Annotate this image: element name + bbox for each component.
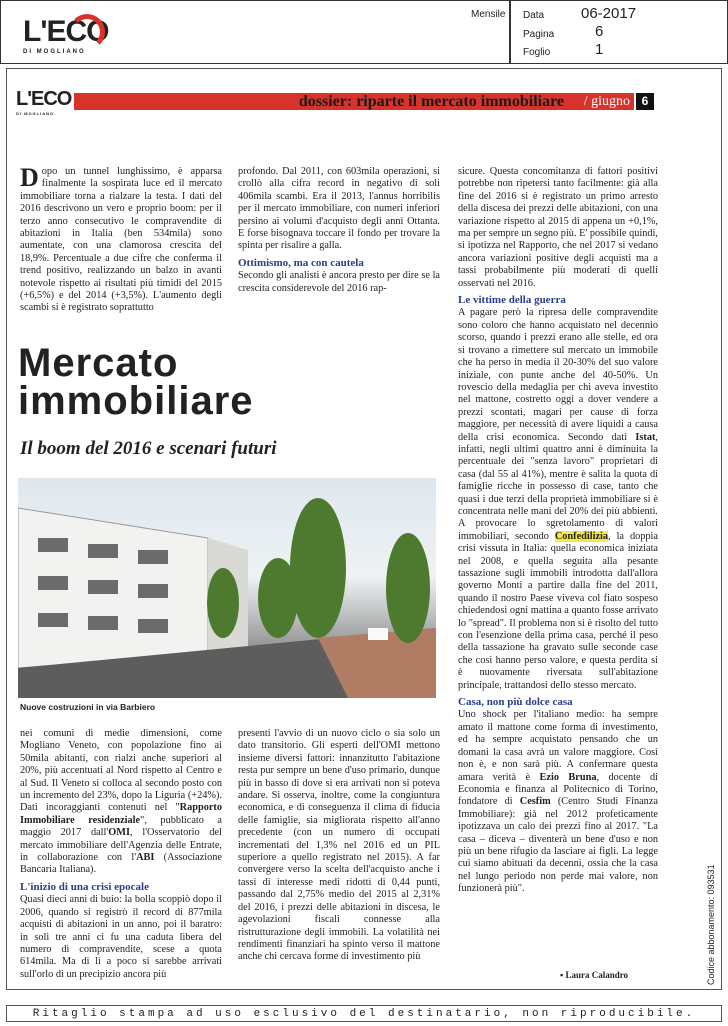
column-1-top (20, 163, 222, 315)
header-logo-subtitle: DI MOGLIANO (23, 49, 86, 55)
photo-caption: Nuove costruzioni in via Barbiero (20, 702, 156, 712)
col3-paragraph-1: sicure. Questa concomitanza di fattori positivi potrebbe non ripetersi tanto facilmente: già alla fine del 2016 si è registrato un primo arresto della discesa dei prezzi delle abitazioni, con una variazione rispetto al 2015 di appena un +0,1%, ma per sempre un segno più. E' possibile quindi, si ipotizza nel Rapporto, che nel 2017 si vedano ancora variazioni positive degli acquisti ma a tassi probabilmente più moderati di quelli osservati nel 2016. (458, 166, 658, 289)
clipping-meta-box (510, 0, 728, 64)
col3-paragraph-3: Uno shock per l'italiano medio: ha sempre amato il mattone come forma di investimento, ed ha sempre acquistato pensando che un domani la casa avrà un valore maggiore. Così non è, e non sarà più. A confermare questa amara verità è Ezio Bruna, docente di Economia e finanza al Politecnico di Torino, fondatore di Cesfim (Centro Studi Finanza Immobiliare): già nel 2012 profeticamente ipotizzava un calo dei prezzi fino al 2017. "La casa – diceva – diventerà un bene d'uso e non più un bene rifugio da lasciare ai figli. La legge cui siamo abituati da decenni, ossia che la casa nel lungo periodo non perde mai valore, non funzionerà più". (458, 709, 658, 895)
banner-page-number: 6 (636, 93, 654, 110)
col3-paragraph-2: A pagare però la ripresa delle compravendite sono coloro che hanno acquistato nel decennio scorso, quando i prezzi erano alle stelle, ed ora si trovano a rimettere sul mercato un immobile che ha perso in media il 20-30% del suo valore iniziale, con punte anche del 40-50%. Un rovescio della medaglia per chi aveva investito nel mattone, costretto oggi a dover vendere a prezzi scontati, magari per cause di forza maggiore, per necessità di avere liquidi a causa della crisi economica. Secondo dati Istat, infatti, negli ultimi quattro anni è diminuita la percentuale dei "senza lavoro" proprietari di casa (dal 55 al 41%), mentre è salita la quota di famiglie ricche in possesso di case, tanto che quasi i due terzi della proprietà immobiliare si è concentrata nelle mani del 20% dei più abbienti. A provocare lo sgretolamento di valori immobiliari, secondo Confedilizia, la doppia crisi vissuta in Italia: quella economica iniziata nel 2008, e quella seguita alla pesante tassazione sugli immobili introdotta dall'allora governo Monti a partire dalla fine del 2011, quando il nostro Paese viveva col fiato sospeso chiedendosi ogni mattina a quanto fosse arrivato lo "spread". Il problema non si è risolto del tutto con l'esenzione della prima casa, perché il peso della tassazione ha gravato sulle seconde case che così hanno perso valore, e questa perdita si è nuovamente riversata sull'abitazione principale, trattandosi dello stesso mercato. (458, 307, 658, 691)
banner-logo: L'ECO DI MOGLIANO (16, 88, 72, 116)
col2-top-paragraph-2: Secondo gli analisti è ancora presto per dire se la crescita considerevole del 2016 rap- (238, 270, 440, 294)
column-3 (458, 166, 658, 896)
drop-cap: D (20, 163, 39, 192)
col1-bottom-paragraph-2: Quasi dieci anni di buio: la bolla scoppiò dopo il 2006, quando si registrò il record di 877mila acquisti di abitazioni in un anno, poi il baratro: in soli tre anni ci fu una caduta libera del numero di compravendite, scese a quota 614mila. Ma di lì a poco si sarebbe arrivati sull'orlo di un precipizio ancora più (20, 894, 222, 980)
article-subtitle: Il boom del 2016 e scenari futuri (20, 438, 277, 459)
header-logo: L'ECO (23, 15, 109, 48)
footer-notice: Ritaglio stampa ad uso esclusivo del destinatario, non riproducibile. (6, 1005, 722, 1022)
column-1-bottom (20, 728, 222, 981)
sheet-value: 1 (595, 41, 604, 58)
subheading-casa: Casa, non più dolce casa (458, 696, 573, 709)
author-byline: ▪ Laura Calandro (560, 970, 629, 980)
banner-section-title: dossier: riparte il mercato immobiliare (298, 93, 564, 110)
sheet-label: Foglio (523, 47, 551, 58)
clipping-header-logo-box (0, 0, 510, 64)
subheading-ottimismo: Ottimismo, ma con cautela (238, 256, 364, 269)
column-2-bottom (238, 728, 440, 964)
col2-top-paragraph: profondo. Dal 2011, con 603mila operazioni, si crollò alla cifra record in negativo di soli 406mila scambi. Era il 2013, l'annus horribilis per il mercato immobiliare, con numeri inferiori persino ai volumi d'acquisto degli anni Ottanta. E forse bisognava toccare il fondo per trovare la spinta per risalire a galla. (238, 166, 440, 252)
page-label: Pagina (523, 29, 555, 40)
subheading-crisi: L'inizio di una crisi epocale (20, 880, 149, 893)
date-label: Data (523, 10, 545, 21)
banner-month: / giugno (583, 94, 630, 109)
col1-bottom-paragraph: nei comuni di medie dimensioni, come Mogliano Veneto, con popolazione fino ai 50mila abitanti, con rialzi anche superiori al 20%, più accentuati al Nord rispetto al Centro e al Sud. Il Veneto si colloca al secondo posto con un incremento del 23%, dopo la Liguria (+24%). Dati incoraggianti contenuti nel "Rapporto Immobiliare residenziale", pubblicato a maggio 2017 dall'OMI, l'Osservatorio del mercato immobiliare dell'Agenzia delle Entrate, in collaborazione con l'ABI (Associazione Bancaria Italiana). (20, 728, 223, 876)
building-photo (18, 478, 436, 698)
subscription-code: Codice abbonamento: 093531 (706, 864, 716, 985)
article-title: Mercato immobiliare (18, 341, 254, 423)
column-2-top (238, 166, 440, 295)
logo-arc-icon (69, 14, 105, 50)
banner-bar (74, 93, 634, 110)
page-value: 6 (595, 23, 604, 40)
col1-top-text: opo un tunnel lunghissimo, è apparsa finalmente la sospirata luce ed il mercato immobiliare torna a rialzare la testa. I dati del 2016 descrivono un vero e proprio boom: per il terzo anno consecutivo le compravendite di abitazioni in Italia (ben 534mila) sono aumentate, con una clamorosa crescita del 18,9%. Percentuale a due cifre che conferma il trend positivo, realizzando un balzo in avanti notevole rispetto ai risultati più timidi del 2015 (+6,5%) e del 2014 (+3,5%). L'aumento degli scambi si è registrato soprattutto (20, 166, 222, 314)
frequency-label: Mensile (471, 9, 506, 20)
subheading-vittime: Le vittime della guerra (458, 294, 566, 307)
col2-bottom-paragraph: presenti l'avvio di un nuovo ciclo o sia solo un dato transitorio. Gli esperti dell'OMI mettono insieme diversi fattori: innanzitutto l'abitazione resta pur sempre un bene d'uso primario, dunque più in basso di dove si era arrivati non si poteva andare. Si osserva, inoltre, come la congiuntura economica, e di conseguenza il clima di fiducia delle famiglie, sia migliorata rispetto all'anno precedente (con un numero di occupati incrementati del 1,3% nel 2016 ed un PIL superiore a quello registrato nel 2015). A far convergere verso la scelta dell'acquisto anche i tassi di interesse medi ridotti di 0,44 punti, passando dal 2,75% medio del 2015 al 2,31% del 2016, i prezzi delle abitazioni in discesa, le agevolazioni fiscali connesse alla ristrutturazione degli immobili. La volatilità nei rendimenti finanziari ha spinto verso il mattone anche chi cercava forme di investimento più (238, 728, 440, 963)
date-value: 06-2017 (581, 5, 637, 22)
highlighted-confedilizia: Confedilizia (554, 530, 609, 542)
